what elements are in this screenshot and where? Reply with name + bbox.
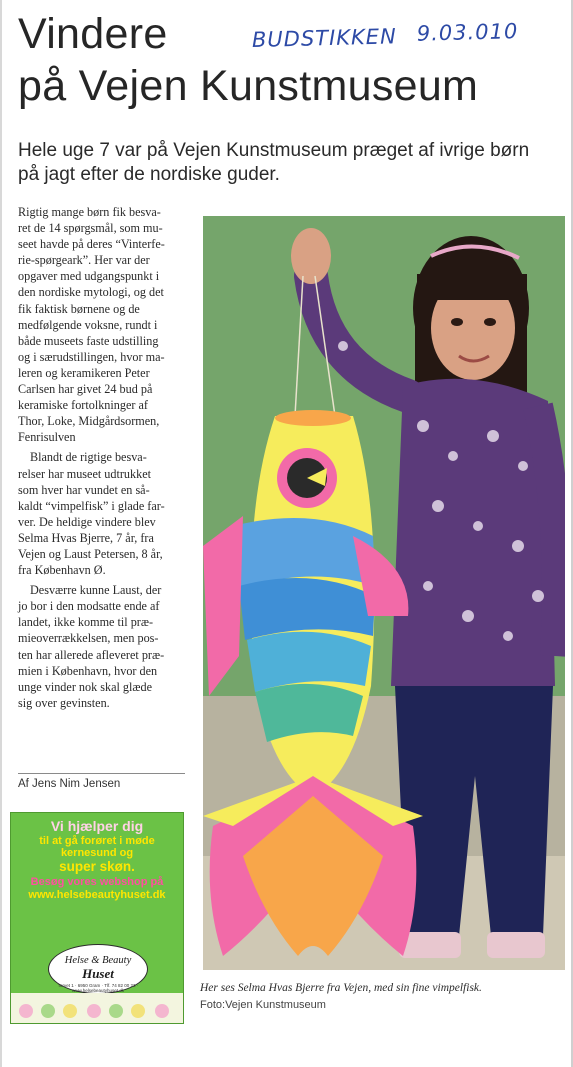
photo-credit: Foto:Vejen Kunstmuseum [200,999,326,1011]
ad-headline: Vi hjælper dig [50,818,144,834]
article-body [18,204,190,711]
lead-line-1: Hele uge 7 var på Vejen Kunstmuseum præget af ivrige børn [18,140,530,161]
ad-logo [48,944,148,994]
flower-icon [109,1004,123,1018]
flower-icon [41,1004,55,1018]
handwritten-date: 9.03.010 [416,19,519,46]
ad-line-2: til at gå forøret i møde [39,834,155,847]
ad-line-4: super skøn. [59,859,135,875]
byline: Af Jens Nim Jensen [18,778,121,790]
lead-paragraph [18,139,563,187]
ad-flower-border [11,993,183,1023]
ad-logo-name-1: Helse & Beauty [64,955,132,966]
flower-icon [63,1004,77,1018]
ad-webshop-url: www.helsebeautyhuset.dk [28,888,166,901]
byline-divider [18,773,185,774]
body-paragraph-1: Rigtig mange børn fik besva- ret de 14 spørgsmål, som mu- seet havde på deres “Vinterfe- rie-spørgeark”. Her var der opgaver med udgangspunkt i den nordiske mytologi, og det fik faktisk børnene og de medfølgende voksne, rundt i både museets faste udstilling og i særudstillingen, hvor ma- leren og keramikeren Peter Carlsen har givet 24 bud på keramiske fortolkninger af Thor, Loke, Midgårdsormen, Fenrisulven [18,205,165,445]
headline-line-2: på Vejen Kunstmuseum [18,62,479,110]
girl-with-fish-kite-photo [203,216,565,970]
body-paragraph-3: Desværre kunne Laust, der jo bor i den modsatte ende af landet, ikke komme til præ- mieoverrækkelsen, men pos- ten har allerede afleveret præ- mien i København, hvor den unge vinder nok skal glæde sig over gevinsten. [18,583,165,710]
flower-icon [19,1004,33,1018]
advertisement [10,812,184,1024]
ad-logo-address: Torvet 1 · 6950 Gram · Tlf. 74 82 00 23 · www.helsebeautyhuset.dk [57,983,139,993]
ad-line-3: kernesund og [60,846,134,859]
flower-icon [155,1004,169,1018]
photo-illustration [203,216,565,970]
body-paragraph-2: Blandt de rigtige besva- relser har museet udtrukket som hver har vundet en så- kaldt “vimpelfisk” i glade far- ver. De heldige vindere blev Selma Hvas Bjerre, 7 år, fra Vejen og Laust Petersen, 8 år, fra København Ø. [18,450,165,578]
flower-icon [131,1004,145,1018]
headline [18,8,568,112]
headline-line-1: Vindere [18,10,168,58]
photo-caption: Her ses Selma Hvas Bjerre fra Vejen, med sin fine vimpelfisk. [200,982,482,994]
ad-line-5: Besøg vores webshop på [30,876,164,889]
flower-icon [87,1004,101,1018]
lead-line-2: på jagt efter de nordiske guder. [18,164,280,185]
ad-logo-name-2: Huset [82,966,114,981]
handwritten-paper-name: BUDSTIKKEN [251,24,398,53]
